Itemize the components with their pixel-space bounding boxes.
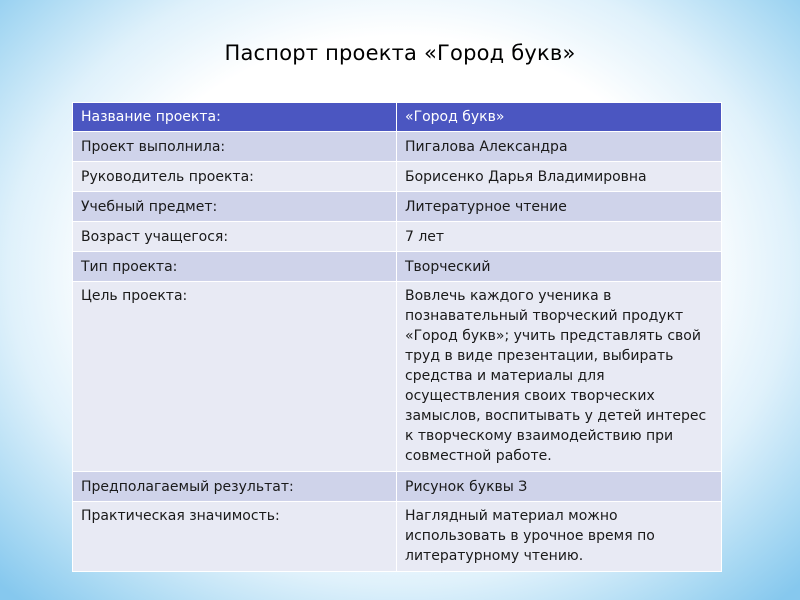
row-value: «Город букв»	[397, 103, 722, 132]
table-row-expected-result	[73, 472, 722, 502]
row-value: Борисенко Дарья Владимировна	[397, 162, 722, 192]
row-label: Руководитель проекта:	[73, 162, 397, 192]
table-row-project-goal	[73, 282, 722, 472]
row-value: Наглядный материал можно использовать в урочное время по литературному чтению.	[397, 502, 722, 572]
slide-title: Паспорт проекта «Город букв»	[224, 41, 576, 65]
table-row-performer	[73, 132, 722, 162]
row-value: Вовлечь каждого ученика в познавательный творческий продукт «Город букв»; учить представлять свой труд в виде презентации, выбирать средства и материалы для осуществления своих творческих замыслов, воспитывать у детей интерес к творческому взаимодействию при совместной работе.	[397, 282, 722, 472]
row-label: Название проекта:	[73, 103, 397, 132]
row-value: Творческий	[397, 252, 722, 282]
row-label: Проект выполнила:	[73, 132, 397, 162]
row-label: Предполагаемый результат:	[73, 472, 397, 502]
row-value: Рисунок буквы З	[397, 472, 722, 502]
table-row-student-age	[73, 222, 722, 252]
table-row-supervisor	[73, 162, 722, 192]
table-row-project-name	[73, 103, 722, 132]
row-label: Возраст учащегося:	[73, 222, 397, 252]
table-row-subject	[73, 192, 722, 222]
table-row-project-type	[73, 252, 722, 282]
row-label: Цель проекта:	[73, 282, 397, 472]
project-passport-table	[72, 102, 722, 572]
row-label: Тип проекта:	[73, 252, 397, 282]
row-value: 7 лет	[397, 222, 722, 252]
row-label: Практическая значимость:	[73, 502, 397, 572]
table-row-practical-significance	[73, 502, 722, 572]
row-value: Пигалова Александра	[397, 132, 722, 162]
row-value: Литературное чтение	[397, 192, 722, 222]
row-label: Учебный предмет:	[73, 192, 397, 222]
